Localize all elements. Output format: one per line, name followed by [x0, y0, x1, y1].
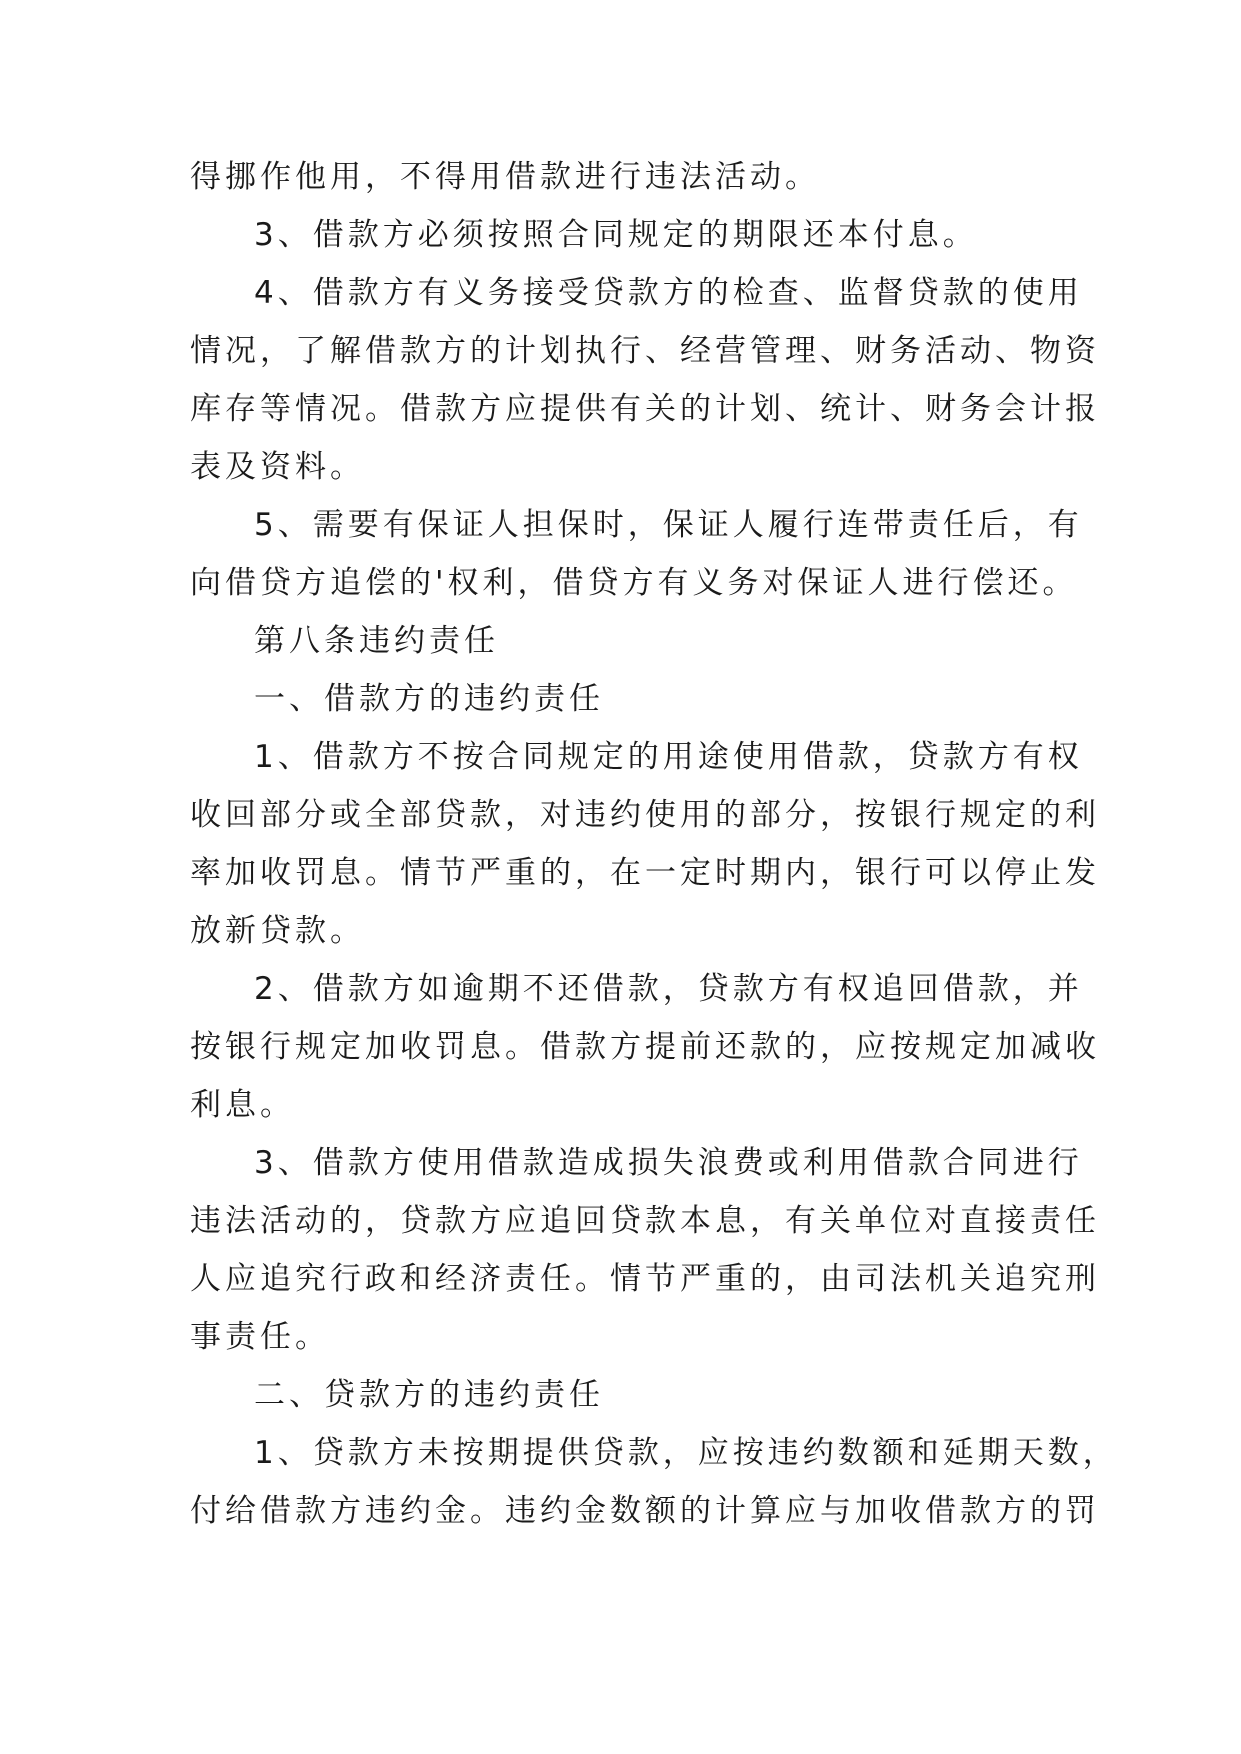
text-line: 表及资料。: [190, 449, 365, 485]
text-line: 1、借款方不按合同规定的用途使用借款，贷款方有权: [254, 739, 1083, 775]
text-line: 4、借款方有义务接受贷款方的检查、监督贷款的使用: [254, 275, 1083, 311]
text-line: 按银行规定加收罚息。借款方提前还款的，应按规定加减收: [190, 1029, 1100, 1065]
text-line: 向借贷方追偿的'权利，借贷方有义务对保证人进行偿还。: [190, 565, 1078, 601]
text-line: 事责任。: [190, 1319, 330, 1355]
text-line: 情况，了解借款方的计划执行、经营管理、财务活动、物资: [190, 333, 1100, 369]
text-line: 库存等情况。借款方应提供有关的计划、统计、财务会计报: [190, 391, 1100, 427]
document-body: [190, 148, 1118, 1540]
text-line: 率加收罚息。情节严重的，在一定时期内，银行可以停止发: [190, 855, 1100, 891]
text-line: 二、贷款方的违约责任: [254, 1377, 604, 1413]
text-line: 3、借款方必须按照合同规定的期限还本付息。: [254, 217, 978, 253]
text-line: 第八条违约责任: [254, 623, 499, 659]
text-line: 1、贷款方未按期提供贷款，应按违约数额和延期天数，: [254, 1435, 1118, 1471]
text-line: 放新贷款。: [190, 913, 365, 949]
text-line: 3、借款方使用借款造成损失浪费或利用借款合同进行: [254, 1145, 1083, 1181]
text-line: 得挪作他用，不得用借款进行违法活动。: [190, 159, 820, 195]
text-line: 5、需要有保证人担保时，保证人履行连带责任后，有: [254, 507, 1083, 543]
text-line: 2、借款方如逾期不还借款，贷款方有权追回借款，并: [254, 971, 1083, 1007]
text-line: 一、借款方的违约责任: [254, 681, 604, 717]
text-line: 利息。: [190, 1087, 295, 1123]
text-line: 违法活动的，贷款方应追回贷款本息，有关单位对直接责任: [190, 1203, 1100, 1239]
text-line: 人应追究行政和经济责任。情节严重的，由司法机关追究刑: [190, 1261, 1100, 1297]
text-line: 付给借款方违约金。违约金数额的计算应与加收借款方的罚: [190, 1493, 1100, 1529]
text-line: 收回部分或全部贷款，对违约使用的部分，按银行规定的利: [190, 797, 1100, 833]
